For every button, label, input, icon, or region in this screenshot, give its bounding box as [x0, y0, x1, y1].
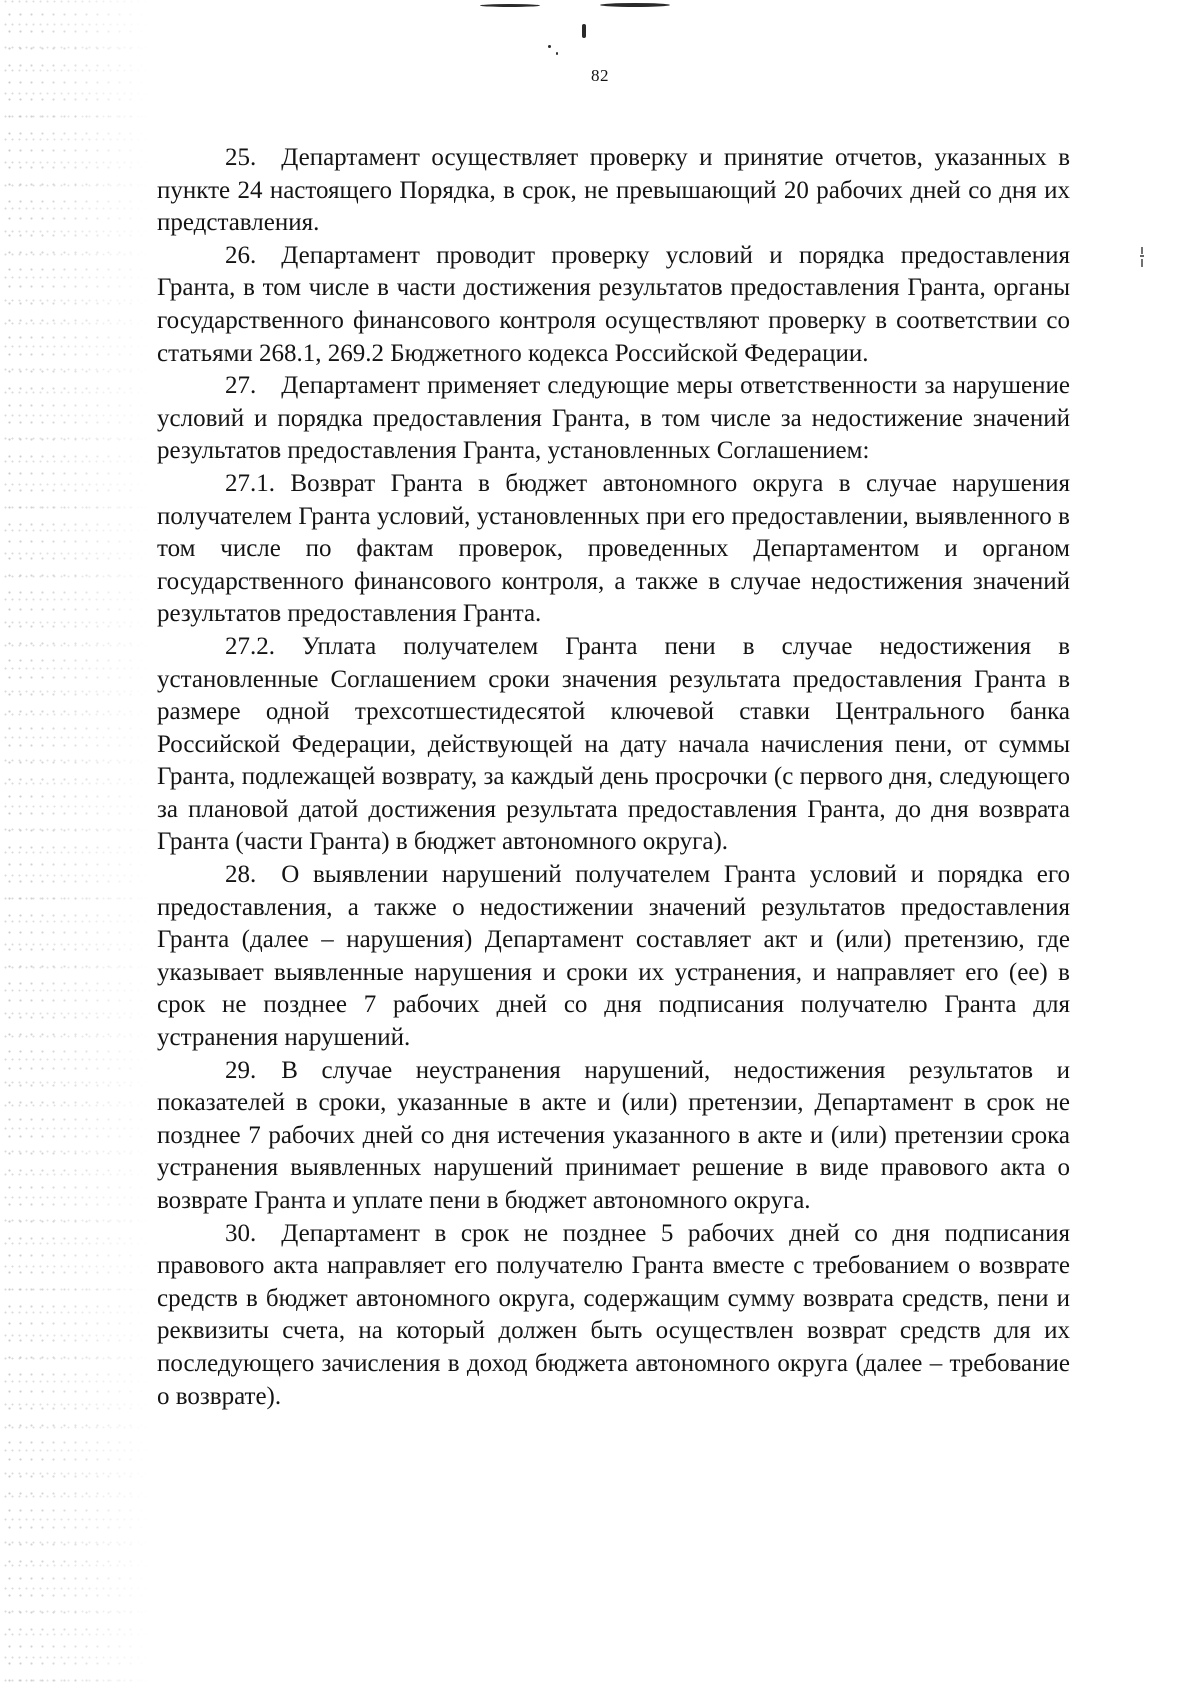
scan-top-artifacts	[440, 0, 780, 50]
paragraph-28: 28. О выявлении нарушений получателем Гранта условий и порядка его предоставления, а также о недостижении значений результатов предоставления Гранта (далее – нарушения) Департамент составляет акт и (или) претензию, где указывает выявленные нарушения и сроки их устранения, и направляет его (ее) в срок не позднее 7 рабочих дней со дня подписания получателю Гранта для устранения нарушений.	[157, 861, 1070, 1052]
paragraph-27: 27. Департамент применяет следующие меры ответственности за нарушение условий и порядка предоставления Гранта, в том числе за недостижение значений результатов предоставления Гранта, установленных Соглашением:	[157, 372, 1070, 465]
paragraph-27-1: 27.1. Возврат Гранта в бюджет автономного округа в случае нарушения получателем Гранта условий, установленных при его предоставлении, выявленного в том числе по фактам проверок, проведенных Департаментом и органом государственного финансового контроля, а также в случае недостижения значений результатов предоставления Гранта.	[157, 469, 1070, 628]
paragraph-26: 26. Департамент проводит проверку условий и порядка предоставления Гранта, в том числе в части достижения результатов предоставления Гранта, органы государственного финансового контроля осуществляют проверку в соответствии со статьями 268.1, 269.2 Бюджетного кодекса Российской Федерации.	[157, 241, 1070, 367]
page-number: 82	[591, 66, 609, 85]
paragraph-29: 29. В случае неустранения нарушений, недостижения результатов и показателей в сроки, указанные в акте и (или) претензии, Департамент в срок не позднее 7 рабочих дней со дня истечения указанного в акте и (или) претензии срока устранения выявленных нарушений принимает решение в виде правового акта о возврате Гранта и уплате пени в бюджет автономного округа.	[157, 1056, 1070, 1214]
scan-edge-artifacts	[0, 0, 150, 1695]
paragraph-30: 30. Департамент в срок не позднее 5 рабочих дней со дня подписания правового акта направляет его получателю Гранта вместе с требованием о возврате средств в бюджет автономного округа, содержащим сумму возврата средств, пени и реквизиты счета, на который должен быть осуществлен возврат средств для их последующего зачисления в доход бюджета автономного округа (далее – требование о возврате).	[157, 1219, 1070, 1410]
document-body	[157, 142, 1070, 1413]
paragraph-25: 25. Департамент осуществляет проверку и принятие отчетов, указанных в пункте 24 настоящего Порядка, в срок, не превышающий 20 рабочих дней со дня их представления.	[157, 144, 1070, 237]
paragraph-27-2: 27.2. Уплата получателем Гранта пени в случае недостижения в установленные Соглашением сроки значения результата предоставления Гранта в размере одной трехсотшестидесятой ключевой ставки Центрального банка Российской Федерации, действующей на дату начала начисления пени, от суммы Гранта, подлежащей возврату, за каждый день просрочки (с первого дня, следующего за плановой датой достижения результата предоставления Гранта, до дня возврата Гранта (части Гранта) в бюджет автономного округа).	[157, 632, 1070, 856]
margin-mark	[1138, 246, 1146, 268]
